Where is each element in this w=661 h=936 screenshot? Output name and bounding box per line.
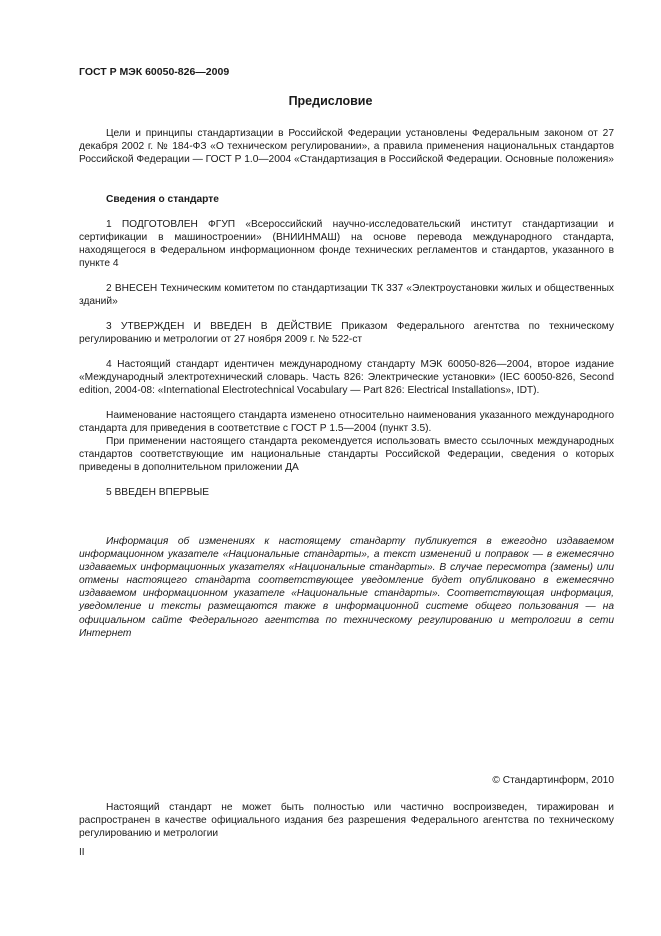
item-3-text: 3 УТВЕРЖДЕН И ВВЕДЕН В ДЕЙСТВИЕ Приказом Федерального агентства по техническому регулированию и метрологии от 27 ноября 2009 г. № 522-ст — [79, 321, 614, 346]
copyright: © Стандартинформ, 2010 — [492, 775, 614, 786]
changes-notice — [79, 535, 614, 640]
item-4-text: 4 Настоящий стандарт идентичен международному стандарту МЭК 60050-826—2004, второе издание «Международный электротехнический словарь. Часть 826: Электрические установки» (IEC 60050-826, Second edition, 2004-08: «International Electrotechnical Vocabulary — Part 826: Electrical Installations», IDT). — [79, 359, 614, 397]
item-5-text: 5 ВВЕДЕН ВПЕРВЫЕ — [106, 487, 210, 498]
item-4-rename-paragraph — [79, 409, 614, 435]
page-title: Предисловие — [288, 94, 373, 108]
item-1-paragraph — [79, 218, 614, 270]
page-number: II — [79, 847, 85, 858]
item-2-paragraph — [79, 282, 614, 308]
reproduction-notice — [79, 801, 614, 840]
item-4-references-paragraph — [79, 435, 614, 474]
item-2-text: 2 ВНЕСЕН Техническим комитетом по стандартизации ТК 337 «Электроустановки жилых и общественных зданий» — [79, 283, 614, 308]
item-1-text: 1 ПОДГОТОВЛЕН ФГУП «Всероссийский научно-исследовательский институт стандартизации и сертификации в машиностроении» (ВНИИНМАШ) на основе перевода международного стандарта, находящегося в Федеральном информационном фонде технических регламентов и стандартов, указанного в пункте 4 — [79, 219, 614, 270]
item-5-paragraph — [79, 486, 614, 499]
section-heading: Сведения о стандарте — [106, 194, 219, 205]
item-3-paragraph — [79, 320, 614, 346]
reproduction-notice-text: Настоящий стандарт не может быть полностью или частично воспроизведен, тиражирован и распространен в качестве официального издания без разрешения Федерального агентства по техническому регулированию и метрологии — [79, 802, 614, 840]
intro-text: Цели и принципы стандартизации в Российской Федерации установлены Федеральным законом от 27 декабря 2002 г. № 184-ФЗ «О техническом регулировании», а правила применения национальных стандартов Российской Федерации — ГОСТ Р 1.0—2004 «Стандартизация в Российской Федерации. Основные положения» — [79, 128, 614, 166]
item-4-references-text: При применении настоящего стандарта рекомендуется использовать вместо ссылочных международных стандартов соответствующие им национальные стандарты Российской Федерации, сведения о которых приведены в дополнительном приложении ДА — [79, 436, 614, 474]
intro-paragraph — [79, 127, 614, 166]
changes-notice-text: Информация об изменениях к настоящему стандарту публикуется в ежегодно издаваемом информационном указателе «Национальные стандарты», а текст изменений и поправок — в ежемесячно издаваемых информационных указателях «Национальные стандарты». В случае пересмотра (замены) или отмены настоящего стандарта соответствующее уведомление будет опубликовано в ежемесячно издаваемом информационном указателе «Национальные стандарты». Соответствующая информация, уведомление и тексты размещаются также в информационной системе общего пользования — на официальном сайте Федерального агентства по техническому регулированию и метрологии в сети Интернет — [79, 536, 614, 639]
item-4-paragraph — [79, 358, 614, 397]
document-number: ГОСТ Р МЭК 60050-826—2009 — [79, 66, 230, 78]
item-4-rename-text: Наименование настоящего стандарта изменено относительно наименования указанного международного стандарта для приведения в соответствие с ГОСТ Р 1.5—2004 (пункт 3.5). — [79, 410, 614, 435]
